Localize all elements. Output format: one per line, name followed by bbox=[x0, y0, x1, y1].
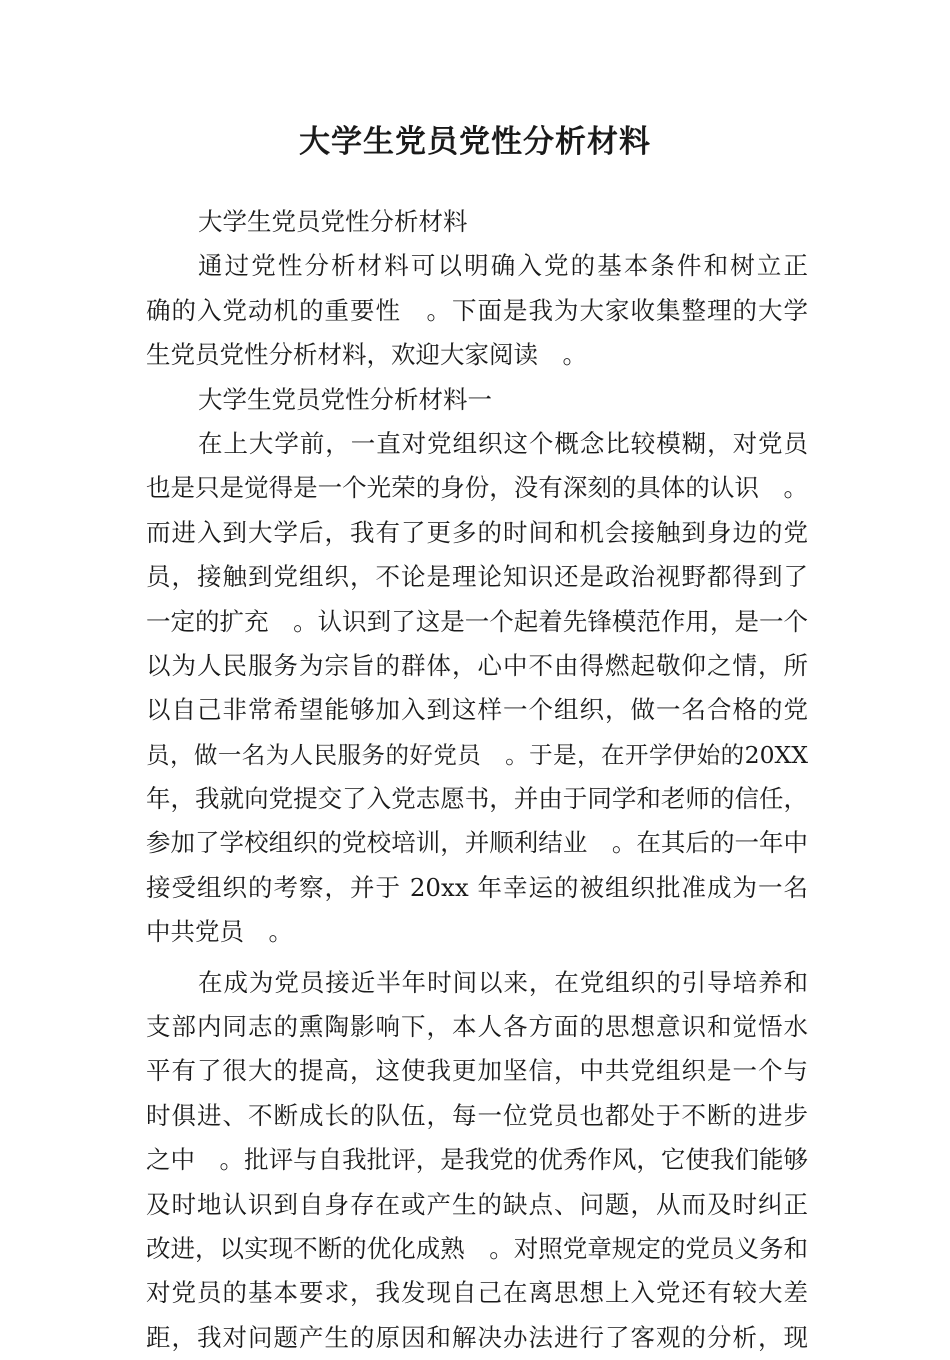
text-line: 中共党员 。 bbox=[146, 917, 293, 947]
text-line: 接受组织的考察，并于 20xx 年幸运的被组织批准成为一名 bbox=[146, 872, 808, 902]
text-line: 在成为党员接近半年时间以来，在党组织的引导培养和 bbox=[198, 967, 808, 997]
text-line: 而进入到大学后，我有了更多的时间和机会接触到身边的党 bbox=[146, 517, 808, 547]
document-body bbox=[146, 200, 808, 1360]
text-line: 年，我就向党提交了入党志愿书，并由于同学和老师的信任， bbox=[146, 784, 808, 814]
text-line: 通过党性分析材料可以明确入党的基本条件和树立正 bbox=[198, 251, 808, 281]
text-line: 确的入党动机的重要性 。下面是我为大家收集整理的大学 bbox=[146, 295, 808, 325]
text-line: 参加了学校组织的党校培训，并顺利结业 。在其后的一年中 bbox=[146, 828, 808, 858]
text-line: 对党员的基本要求，我发现自己在离思想上入党还有较大差 bbox=[146, 1278, 808, 1308]
text-line: 之中 。批评与自我批评，是我党的优秀作风，它使我们能够 bbox=[146, 1145, 808, 1175]
text-line: 平有了很大的提高，这使我更加坚信，中共党组织是一个与 bbox=[146, 1056, 808, 1086]
text-line: 员，做一名为人民服务的好党员 。于是，在开学伊始的20XX bbox=[146, 740, 808, 769]
text-line: 也是只是觉得是一个光荣的身份，没有深刻的具体的认识 。 bbox=[146, 473, 808, 503]
text-line: 大学生党员党性分析材料 bbox=[198, 207, 468, 236]
text-line: 大学生党员党性分析材料一 bbox=[198, 384, 492, 414]
text-line: 以为人民服务为宗旨的群体，心中不由得燃起敬仰之情，所 bbox=[146, 650, 808, 680]
text-line: 距，我对问题产生的原因和解决办法进行了客观的分析，现 bbox=[146, 1322, 808, 1352]
text-line: 时俱进、不断成长的队伍，每一位党员也都处于不断的进步 bbox=[146, 1100, 808, 1130]
text-line: 以自己非常希望能够加入到这样一个组织，做一名合格的党 bbox=[146, 695, 808, 725]
text-line: 员，接触到党组织，不论是理论知识还是政治视野都得到了 bbox=[146, 562, 808, 592]
text-line: 生党员党性分析材料，欢迎大家阅读 。 bbox=[146, 340, 587, 370]
text-line: 改进，以实现不断的优化成熟 。对照党章规定的党员义务和 bbox=[146, 1233, 808, 1263]
text-line: 及时地认识到自身存在或产生的缺点、问题，从而及时纠正 bbox=[146, 1189, 808, 1219]
document-title: 大学生党员党性分析材料 bbox=[299, 124, 651, 160]
text-line: 支部内同志的熏陶影响下，本人各方面的思想意识和觉悟水 bbox=[146, 1012, 808, 1042]
text-line: 一定的扩充 。认识到了这是一个起着先锋模范作用，是一个 bbox=[146, 606, 808, 636]
text-line: 在上大学前，一直对党组织这个概念比较模糊，对党员 bbox=[198, 428, 808, 458]
